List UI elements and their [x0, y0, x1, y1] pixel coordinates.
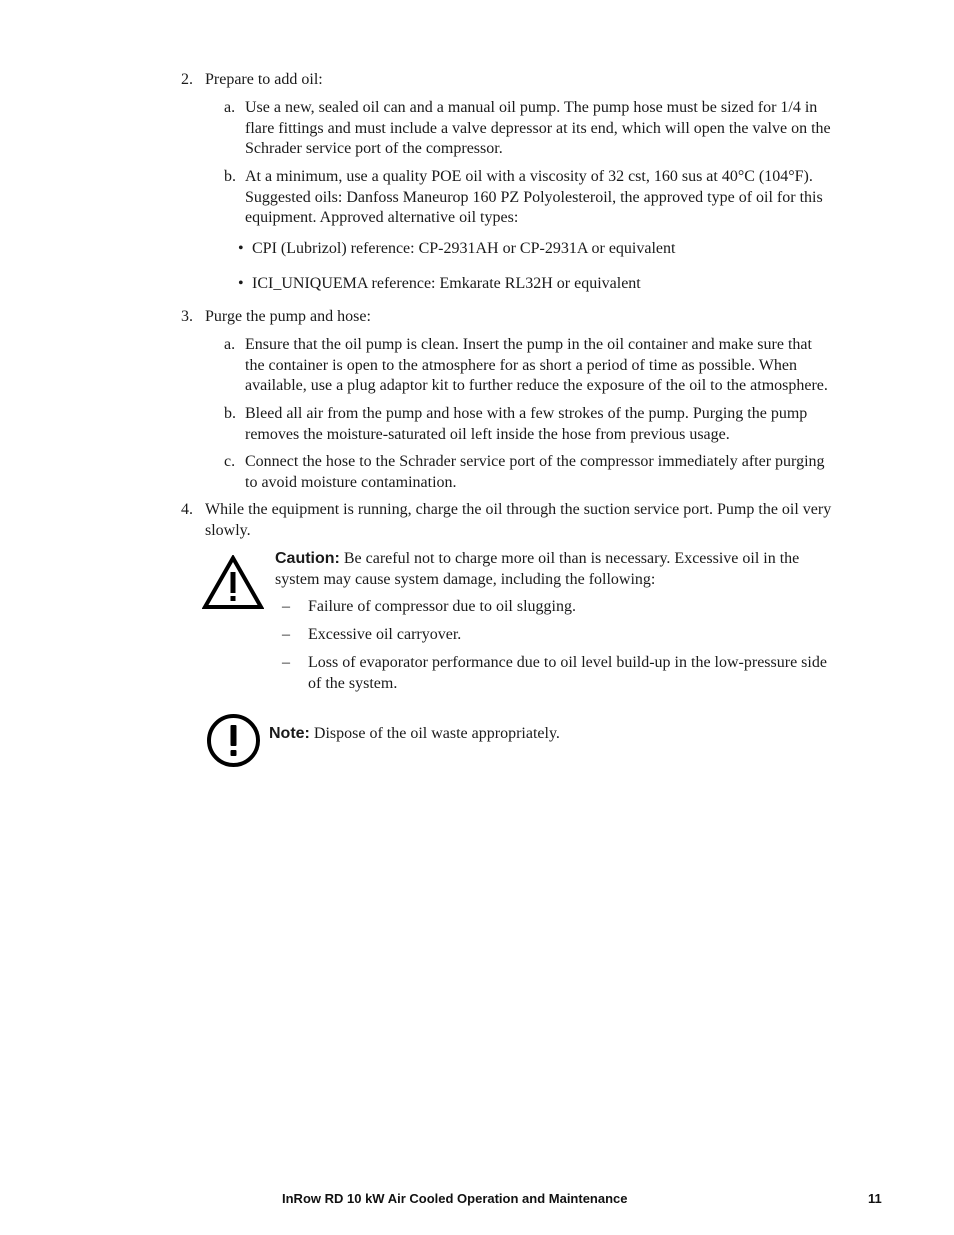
step-number: 4.	[181, 501, 193, 518]
substep-text	[245, 404, 807, 445]
text-line: Schrader service port of the compressor.	[245, 140, 503, 157]
substep-label: c.	[224, 453, 236, 470]
substep-label: b.	[224, 168, 236, 185]
text-line: slowly.	[205, 521, 251, 539]
text-line: Suggested oils: Danfoss Maneurop 160 PZ Polyolesteroil, the approved type of oil for this	[245, 188, 823, 206]
caution-text	[275, 549, 799, 590]
step-text: Purge the pump and hose:	[205, 308, 371, 325]
text-line: available, use a plug adaptor kit to further reduce the exposure of the oil to the atmosphere.	[245, 377, 828, 394]
text-line: of the system.	[308, 674, 398, 692]
bullet-item: CPI (Lubrizol) reference: CP-2931AH or CP-2931A or equivalent	[252, 240, 676, 257]
bullet-item: ICI_UNIQUEMA reference: Emkarate RL32H or equivalent	[252, 275, 641, 292]
bullet-marker: •	[238, 275, 244, 292]
text-line	[275, 549, 799, 570]
bullet-marker: •	[238, 240, 244, 257]
step-text: Prepare to add oil:	[205, 71, 323, 88]
substep-label: a.	[224, 99, 236, 116]
caution-item	[308, 653, 827, 694]
text-line: Bleed all air from the pump and hose with a few strokes of the pump. Purging the pump	[245, 405, 808, 422]
text-line: Use a new, sealed oil can and a manual oil pump. The pump hose must be sized for 1/4 in	[245, 99, 818, 116]
dash-marker: –	[282, 654, 290, 671]
text-line: flare fittings and must include a valve depressor at its end, which will open the valve on the	[245, 119, 831, 137]
caution-line: Be careful not to charge more oil than is necessary. Excessive oil in the	[343, 550, 800, 567]
warning-triangle-icon	[202, 555, 264, 610]
text-line: Connect the hose to the Schrader service port of the compressor immediately after purging	[245, 453, 825, 470]
substep-text	[245, 167, 823, 229]
step-number: 2.	[181, 71, 193, 88]
text-line: the container is open to the atmosphere for as short a period of time as possible. When	[245, 356, 797, 374]
dash-marker: –	[282, 598, 290, 615]
text-line: Ensure that the oil pump is clean. Insert the pump in the oil container and make sure that	[245, 336, 812, 353]
footer-title: InRow RD 10 kW Air Cooled Operation and Maintenance	[282, 1191, 628, 1206]
substep-text	[245, 98, 831, 160]
substep-text	[245, 335, 828, 397]
exclamation-circle-icon	[206, 713, 261, 768]
caution-label: Caution:	[275, 550, 340, 567]
substep-text	[245, 452, 825, 493]
text-line: Loss of evaporator performance due to oil level build-up in the low-pressure side	[308, 654, 827, 671]
note-label: Note:	[269, 725, 310, 742]
substep-label: b.	[224, 405, 236, 422]
dash-marker: –	[282, 626, 290, 643]
text-line: While the equipment is running, charge the oil through the suction service port. Pump the oil very	[205, 501, 832, 518]
text-line: to avoid moisture contamination.	[245, 473, 457, 491]
page-number: 11	[868, 1191, 882, 1206]
note-text	[269, 724, 560, 745]
text-line: equipment. Approved alternative oil types:	[245, 209, 519, 226]
text-line: removes the moisture-saturated oil left inside the hose from previous usage.	[245, 425, 730, 443]
text-line: At a minimum, use a quality POE oil with a viscosity of 32 cst, 160 sus at 40°C (104°F).	[245, 168, 813, 185]
note-body: Dispose of the oil waste appropriately.	[313, 725, 560, 742]
step-text	[205, 500, 831, 541]
text-line: system may cause system damage, including the following:	[275, 570, 656, 588]
step-number: 3.	[181, 308, 193, 325]
substep-label: a.	[224, 336, 236, 353]
caution-item: Excessive oil carryover.	[308, 626, 462, 643]
caution-item: Failure of compressor due to oil slugging.	[308, 598, 576, 615]
